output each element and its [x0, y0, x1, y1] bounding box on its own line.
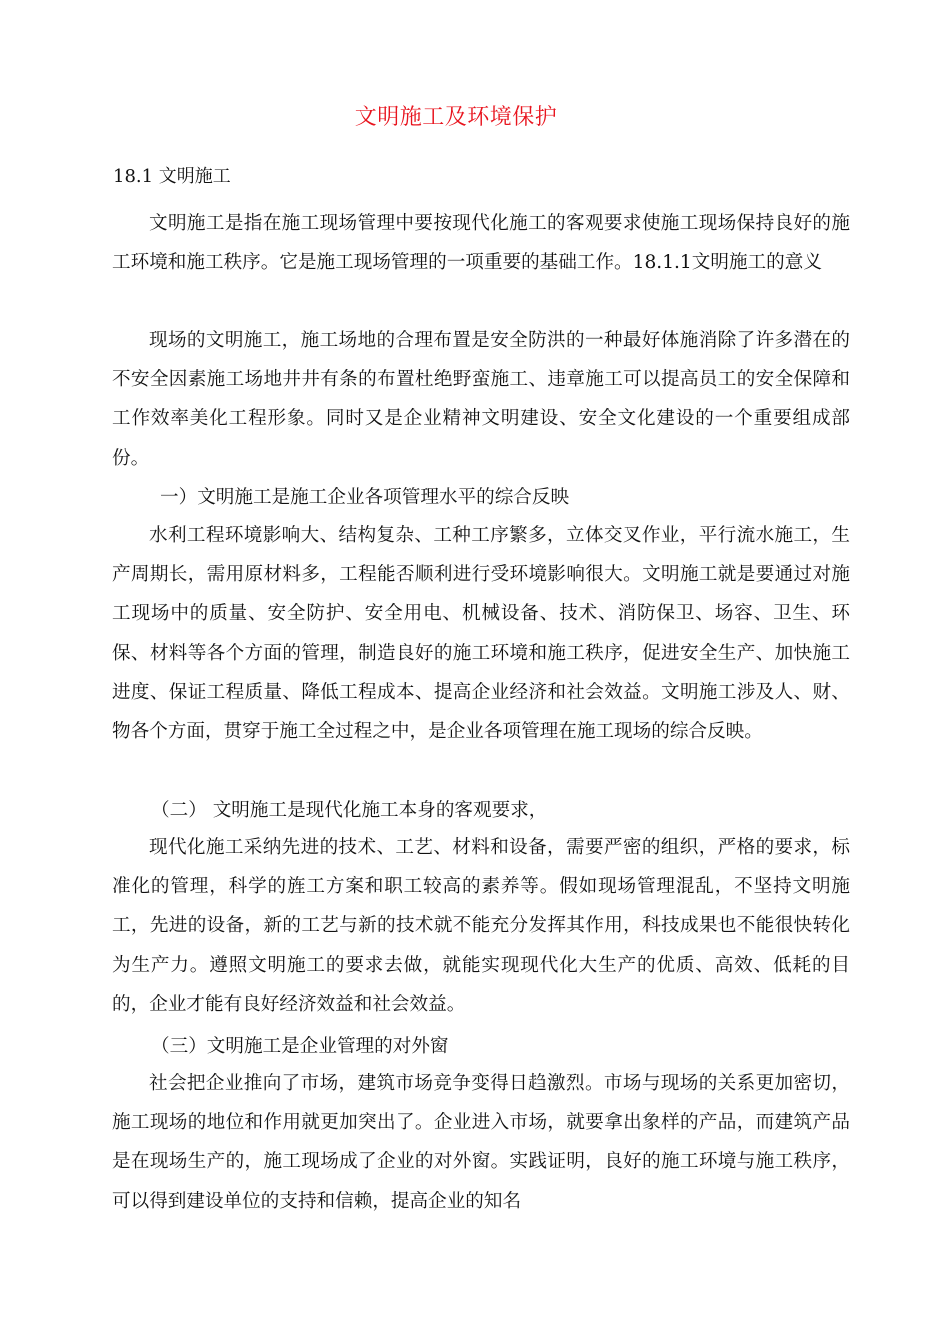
paragraph-modern-construction: 现代化施工采纳先进的技术、工艺、材料和设备，需要严密的组织，严格的要求，标准化的管理，科学的旌工方案和职工较高的素养等。假如现场管理混乱，不坚持文明施工，先进的设备，新的工艺与新的技术就不能充分发挥其作用，科技成果也不能很快转化为生产力。遵照文明施工的要求去做，就能实现现代化大生产的优质、高效、低耗的目的，企业才能有良好经济效益和社会效益。	[112, 837, 850, 1015]
subheading-3: （三）文明施工是企业管理的对外窗	[151, 1036, 449, 1057]
subheading-1: 一）文明施工是施工企业各项管理水平的综合反映	[160, 487, 570, 508]
paragraph-significance: 现场的文明施工，施工场地的合理布置是安全防洪的一种最好体施消除了许多潜在的不安全因素施工场地井井有条的布置杜绝野蛮施工、违章施工可以提高员工的安全保障和工作效率美化工程形象。同时又是企业精神文明建设、安全文化建设的一个重要组成部份。	[112, 330, 850, 469]
document-title: 文明施工及环境保护	[354, 105, 558, 130]
subheading-2: （二） 文明施工是现代化施工本身的客观要求，	[151, 800, 548, 821]
paragraph-external-window: 社会把企业推向了市场，建筑市场竞争变得日趋激烈。市场与现场的关系更加密切，施工现场的地位和作用就更加突出了。企业进入市场，就要拿出象样的产品，而建筑产品是在现场生产的，施工现场成了企业的对外窗。实践证明，良好的施工环境与施工秩序，可以得到建设单位的支持和信赖，提高企业的知名	[112, 1073, 850, 1212]
section-heading: 18.1 文明施工	[113, 166, 231, 187]
paragraph-management-reflection: 水利工程环境影响大、结构复杂、工种工序繁多，立体交叉作业，平行流水施工，生产周期长，需用原材料多，工程能否顺利进行受环境影响很大。文明施工就是要通过对施工现场中的质量、安全防护、安全用电、机械设备、技术、消防保卫、场容、卫生、环保、材料等各个方面的管理，制造良好的施工环境和施工秩序，促进安全生产、加快施工进度、保证工程质量、降低工程成本、提高企业经济和社会效益。文明施工涉及人、财、物各个方面，贯穿于施工全过程之中，是企业各项管理在施工现场的综合反映。	[112, 525, 850, 743]
paragraph-intro: 文明施工是指在施工现场管理中要按现代化施工的客观要求使施工现场保持良好的施工环境和施工秩序。它是施工现场管理的一项重要的基础工作。18.1.1文明施工的意义	[112, 213, 850, 274]
